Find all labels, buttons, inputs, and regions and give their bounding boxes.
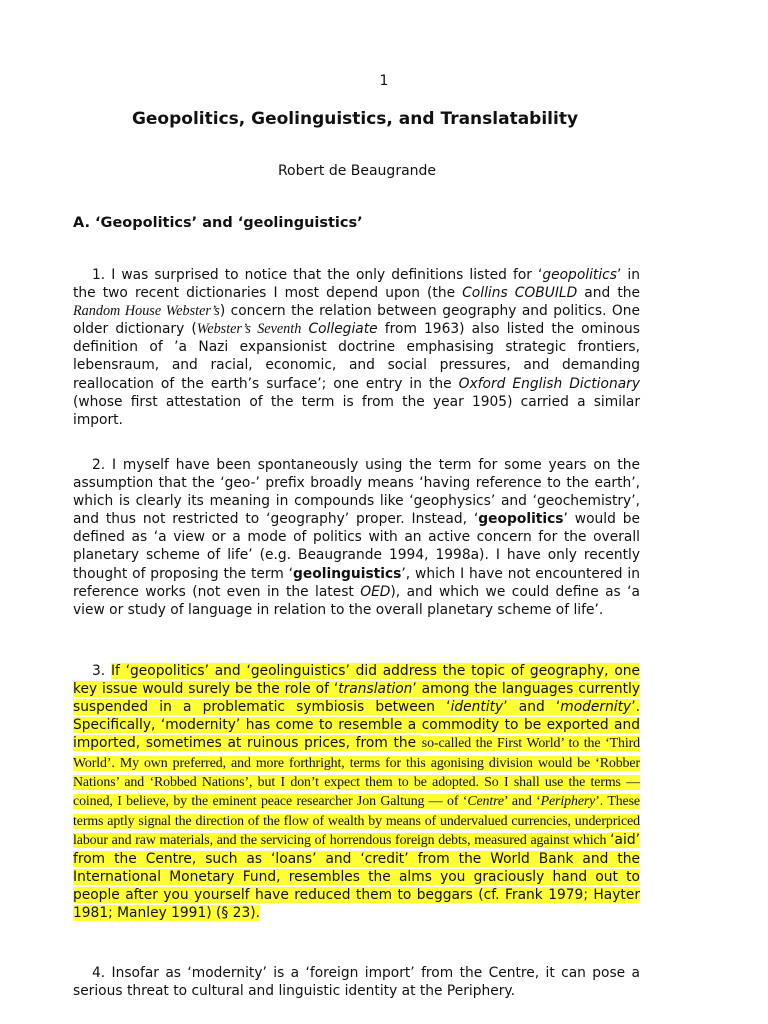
text-run: 1. I was surprised to notice that the only definitions listed for ‘ [92, 267, 543, 283]
text-run: If ‘geopolitics’ and ‘geolinguistics’ did address the topic of geography, one key issue would surely be the role of ‘ [73, 663, 640, 698]
dictionary-title: Random House Webster’s [73, 303, 220, 320]
dictionary-title: Webster’s Seventh [196, 321, 302, 338]
italic-term: identity [450, 699, 504, 716]
dictionary-title: Oxford English Dictionary [458, 375, 640, 392]
italic-term: translation [338, 681, 413, 698]
dictionary-title: Collegiate [308, 321, 378, 338]
dictionary-title: Collins COBUILD [462, 285, 578, 302]
italic-term: Centre [467, 794, 505, 810]
italic-term: Periphery [540, 794, 596, 810]
text-run: ’, which I have not encountered in reference works (not even in the latest [73, 565, 640, 600]
text-run: ’. These terms aptly signal the direction of the flow of wealth by means of undervalued currencies, underpriced labour and raw materials, and the servicing of horrendous foreign debts, measured against which [73, 794, 640, 848]
text-run: (whose first attestation of the term is from the year 1905) carried a similar import. [73, 393, 640, 428]
text-run: from 1963) also listed the ominous definition of ’a Nazi expansionist doctrine emphasising strategic frontiers, lebensraum, and racial, economic, and social pressures, and demanding reallocation of the earth’s surface’; one entry in the [73, 321, 640, 392]
paragraph-4 [73, 964, 640, 1000]
text-run: ’ would be defined as ‘a view or a mode of politics with an active concern for the overall planetary scheme of life’ (e.g. Beaugrande 1994, 1998a). I have only recently thought of proposing the term ‘ [73, 511, 640, 582]
paragraph-3 [73, 662, 640, 923]
bold-term: geopolitics [478, 511, 564, 528]
text-run: ’ in the two recent dictionaries I most depend upon (the [73, 267, 640, 302]
text-run: 3. [92, 663, 111, 679]
text-run: ’ among the languages currently suspended in a problematic symbiosis between ‘ [73, 681, 640, 716]
highlighted-passage: ‘aid’ from the Centre, such as ‘loans’ and ‘credit’ from the World Bank and the International Monetary Fund, resembles the alms you graciously hand out to people after you yourself have reduced them to beggars (cf. Frank 1979; Hayter 1981; Manley 1991) (§ 23). [73, 831, 640, 922]
text-run: ), and which we could define as ‘a view or study of language in relation to the overall planetary scheme of life’. [73, 583, 640, 618]
italic-term: geopolitics [542, 267, 617, 283]
text-run: ) concern the relation between geography and politics. One older dictionary ( [73, 303, 640, 338]
paragraph-2 [73, 456, 640, 619]
section-heading: A. ‘Geopolitics’ and ‘geolinguistics’ [73, 215, 363, 231]
text-run: ’ and ‘ [503, 699, 561, 716]
highlighted-serif-passage [73, 736, 640, 847]
author-name: Robert de Beaugrande [277, 163, 437, 179]
dictionary-title: OED [360, 583, 391, 600]
text-run: ’ and ‘ [504, 794, 541, 810]
paragraph-1 [73, 266, 640, 429]
text-run: and the [577, 285, 640, 302]
italic-term: modernity [560, 699, 632, 716]
document-title: Geopolitics, Geolinguistics, and Translatability [131, 109, 579, 129]
text-run: ’. Specifically, ‘modernity’ has come to resemble a commodity to be exported and imported, sometimes at ruinous prices, from the [73, 699, 640, 752]
text-run: 4. Insofar as ‘modernity’ is a ‘foreign import’ from the Centre, it can pose a serious threat to cultural and linguistic identity at the Periphery. [73, 965, 640, 1000]
text-run: so-called the First World’ to the ‘Third World’. My own preferred, and more forthright, terms for this agonising division would be ‘Robber Nations’ and ‘Robbed Nations’, but I don’t expect them to be adopted. So I shall use the terms — coined, I believe, by the eminent peace researcher Jon Galtung — of ‘ [73, 736, 640, 810]
text-run: 2. I myself have been spontaneously using the term for some years on the assumption that the ‘geo-’ prefix broadly means ‘having reference to the earth’, which is clearly its meaning in compounds like ‘geophysics’ and ‘geochemistry’, and thus not restricted to ‘geography’ proper. Instead, ‘ [73, 457, 640, 528]
page-number: 1 [379, 73, 389, 89]
bold-term: geolinguistics [293, 565, 402, 582]
